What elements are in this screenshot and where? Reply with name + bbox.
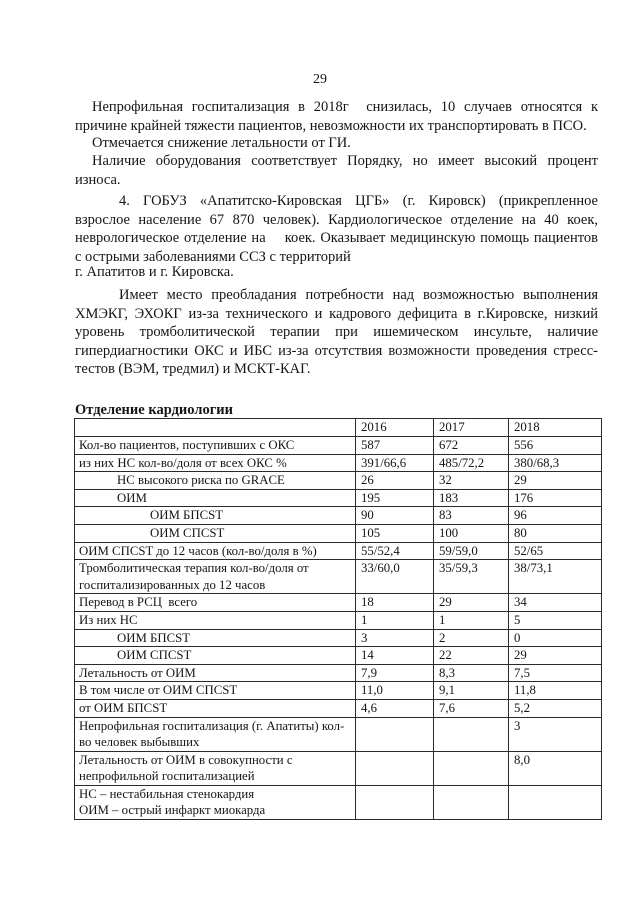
text-line: взрослое население 67 870 человек). Кардиологическое отделение на 40 коек, xyxy=(75,211,598,228)
row-label-cell xyxy=(75,472,356,490)
row-label: ОИМ СПСST xyxy=(117,648,192,663)
value-cell: 52/65 xyxy=(509,542,602,560)
row-label: ОИМ БПСST xyxy=(117,630,191,645)
table-row xyxy=(75,524,602,542)
value-cell xyxy=(509,785,602,819)
value-cell: 587 xyxy=(356,437,434,455)
table-row xyxy=(75,785,602,819)
header-blank-cell xyxy=(75,419,356,437)
value-cell: 35/59,3 xyxy=(434,560,509,594)
table-row xyxy=(75,472,602,490)
text-line: Непрофильная госпитализация в 2018г снизилась, 10 случаев относятся к xyxy=(92,99,598,115)
text-line: износа. xyxy=(75,171,121,188)
value-cell: 1 xyxy=(356,611,434,629)
row-label: ОИМ БПСST xyxy=(150,508,224,523)
table-body xyxy=(75,437,602,820)
year-header: 2016 xyxy=(356,419,434,437)
paragraph-issues xyxy=(75,286,598,379)
value-cell: 90 xyxy=(356,507,434,525)
text-line: неврологическое отделение на коек. Оказывает медицинскую помощь пациентов xyxy=(75,230,598,246)
value-cell: 176 xyxy=(509,489,602,507)
row-label: Непрофильная госпитализация (г. Апатиты) кол- xyxy=(79,718,345,733)
row-label: во человек выбывших xyxy=(79,735,200,750)
value-cell: 29 xyxy=(434,594,509,612)
year-header: 2018 xyxy=(509,419,602,437)
paragraph-equipment xyxy=(75,152,598,189)
value-cell: 380/68,3 xyxy=(509,454,602,472)
text-line: г. Апатитов и г. Кировска. xyxy=(75,264,234,280)
row-label-cell xyxy=(75,751,356,785)
value-cell: 11,0 xyxy=(356,682,434,700)
value-cell: 22 xyxy=(434,647,509,665)
row-label-cell xyxy=(75,611,356,629)
value-cell: 59/59,0 xyxy=(434,542,509,560)
row-label-cell xyxy=(75,454,356,472)
value-cell: 18 xyxy=(356,594,434,612)
year-header: 2017 xyxy=(434,419,509,437)
value-cell: 4,6 xyxy=(356,699,434,717)
value-cell: 38/73,1 xyxy=(509,560,602,594)
value-cell: 80 xyxy=(509,524,602,542)
value-cell: 32 xyxy=(434,472,509,490)
value-cell: 29 xyxy=(509,472,602,490)
value-cell: 5 xyxy=(509,611,602,629)
row-label-cell xyxy=(75,717,356,751)
row-label-cell xyxy=(75,629,356,647)
paragraph-nonprofile-hospitalization xyxy=(75,98,598,135)
row-label: Летальность от ОИМ в совокупности с xyxy=(79,752,293,767)
row-label: НС – нестабильная стенокардия xyxy=(79,786,255,801)
text-line: Имеет место преобладания потребности над возможностью выполнения xyxy=(119,287,598,303)
row-label-cell xyxy=(75,507,356,525)
row-label: ОИМ СПСST до 12 часов (кол-во/доля в %) xyxy=(79,543,317,558)
row-label: Из них НС xyxy=(79,612,138,627)
text-line: тестов (ВЭМ, тредмил) и МСКТ-КАГ. xyxy=(75,361,311,377)
table-row xyxy=(75,454,602,472)
value-cell: 14 xyxy=(356,647,434,665)
table-row xyxy=(75,542,602,560)
row-label: ОИМ xyxy=(117,490,147,505)
table-row xyxy=(75,751,602,785)
value-cell: 2 xyxy=(434,629,509,647)
value-cell xyxy=(356,717,434,751)
row-label: Тромболитическая терапия кол-во/доля от xyxy=(79,561,309,576)
value-cell xyxy=(434,785,509,819)
value-cell: 55/52,4 xyxy=(356,542,434,560)
value-cell: 26 xyxy=(356,472,434,490)
value-cell: 183 xyxy=(434,489,509,507)
row-label-cell xyxy=(75,489,356,507)
value-cell: 83 xyxy=(434,507,509,525)
value-cell: 391/66,6 xyxy=(356,454,434,472)
row-label-cell xyxy=(75,699,356,717)
row-label: из них НС кол-во/доля от всех ОКС % xyxy=(79,455,287,470)
text-line: ХМЭКГ, ЭХОКГ из-за технического и кадрового дефицита в г.Кировске, низкий xyxy=(75,305,598,322)
row-label: от ОИМ БПСST xyxy=(79,700,168,715)
value-cell: 485/72,2 xyxy=(434,454,509,472)
value-cell: 8,3 xyxy=(434,664,509,682)
table-row xyxy=(75,664,602,682)
row-label: ОИМ – острый инфаркт миокарда xyxy=(79,803,266,818)
table-row xyxy=(75,489,602,507)
table-row xyxy=(75,611,602,629)
value-cell: 7,5 xyxy=(509,664,602,682)
row-label-cell xyxy=(75,560,356,594)
table-row xyxy=(75,437,602,455)
table-title: Отделение кардиологии xyxy=(75,402,234,418)
value-cell: 672 xyxy=(434,437,509,455)
value-cell: 3 xyxy=(509,717,602,751)
text-line: с острыми заболеваниями ССЗ с территорий xyxy=(75,248,351,265)
value-cell xyxy=(356,785,434,819)
row-label: Перевод в РСЦ всего xyxy=(79,595,198,610)
table-row xyxy=(75,682,602,700)
table-row xyxy=(75,507,602,525)
value-cell: 3 xyxy=(356,629,434,647)
text-line: Отмечается снижение летальности от ГИ. xyxy=(92,135,351,151)
value-cell: 29 xyxy=(509,647,602,665)
row-label-cell xyxy=(75,647,356,665)
row-label-cell xyxy=(75,542,356,560)
value-cell: 34 xyxy=(509,594,602,612)
value-cell: 11,8 xyxy=(509,682,602,700)
value-cell: 100 xyxy=(434,524,509,542)
value-cell xyxy=(434,751,509,785)
table-row xyxy=(75,647,602,665)
row-label: ОИМ СПСST xyxy=(150,525,225,540)
value-cell: 33/60,0 xyxy=(356,560,434,594)
cardiology-table xyxy=(74,418,602,820)
row-label: НС высокого риска по GRACE xyxy=(117,473,285,488)
value-cell: 7,6 xyxy=(434,699,509,717)
table-row xyxy=(75,560,602,594)
paragraph-mortality-decrease xyxy=(75,134,598,153)
value-cell xyxy=(356,751,434,785)
value-cell: 105 xyxy=(356,524,434,542)
row-label: В том числе от ОИМ СПСST xyxy=(79,683,238,698)
value-cell: 9,1 xyxy=(434,682,509,700)
paragraph-territories xyxy=(75,263,598,282)
paragraph-hospital-info xyxy=(75,192,598,266)
row-label-cell xyxy=(75,785,356,819)
value-cell: 1 xyxy=(434,611,509,629)
value-cell: 0 xyxy=(509,629,602,647)
text-line: 4. ГОБУЗ «Апатитско-Кировская ЦГБ» (г. Кировск) (прикрепленное xyxy=(119,193,598,209)
row-label: непрофильной госпитализацией xyxy=(79,769,255,784)
row-label: Летальность от ОИМ xyxy=(79,665,196,680)
row-label-cell xyxy=(75,437,356,455)
page-number: 29 xyxy=(313,72,327,87)
value-cell: 8,0 xyxy=(509,751,602,785)
value-cell: 7,9 xyxy=(356,664,434,682)
value-cell xyxy=(434,717,509,751)
row-label: Кол-во пациентов, поступивших с ОКС xyxy=(79,438,295,452)
table-row xyxy=(75,717,602,751)
row-label-cell xyxy=(75,594,356,612)
value-cell: 556 xyxy=(509,437,602,455)
table-row xyxy=(75,594,602,612)
row-label-cell xyxy=(75,682,356,700)
value-cell: 195 xyxy=(356,489,434,507)
text-line: гипердиагностики ОКС и ИБС из-за отсутствия возможности проведения стресс- xyxy=(75,342,598,359)
text-line: причине крайней тяжести пациентов, невозможности их транспортировать в ПСО. xyxy=(75,117,587,134)
row-label-cell xyxy=(75,524,356,542)
text-line: Наличие оборудования соответствует Порядку, но имеет высокий процент xyxy=(92,153,598,169)
table-row xyxy=(75,699,602,717)
table-header-row xyxy=(75,419,602,437)
table-row xyxy=(75,629,602,647)
row-label: госпитализированных до 12 часов xyxy=(79,577,266,592)
value-cell: 5,2 xyxy=(509,699,602,717)
value-cell: 96 xyxy=(509,507,602,525)
text-line: уровень тромболитической терапии при ишемическом инсульте, наличие xyxy=(75,324,598,340)
row-label-cell xyxy=(75,664,356,682)
